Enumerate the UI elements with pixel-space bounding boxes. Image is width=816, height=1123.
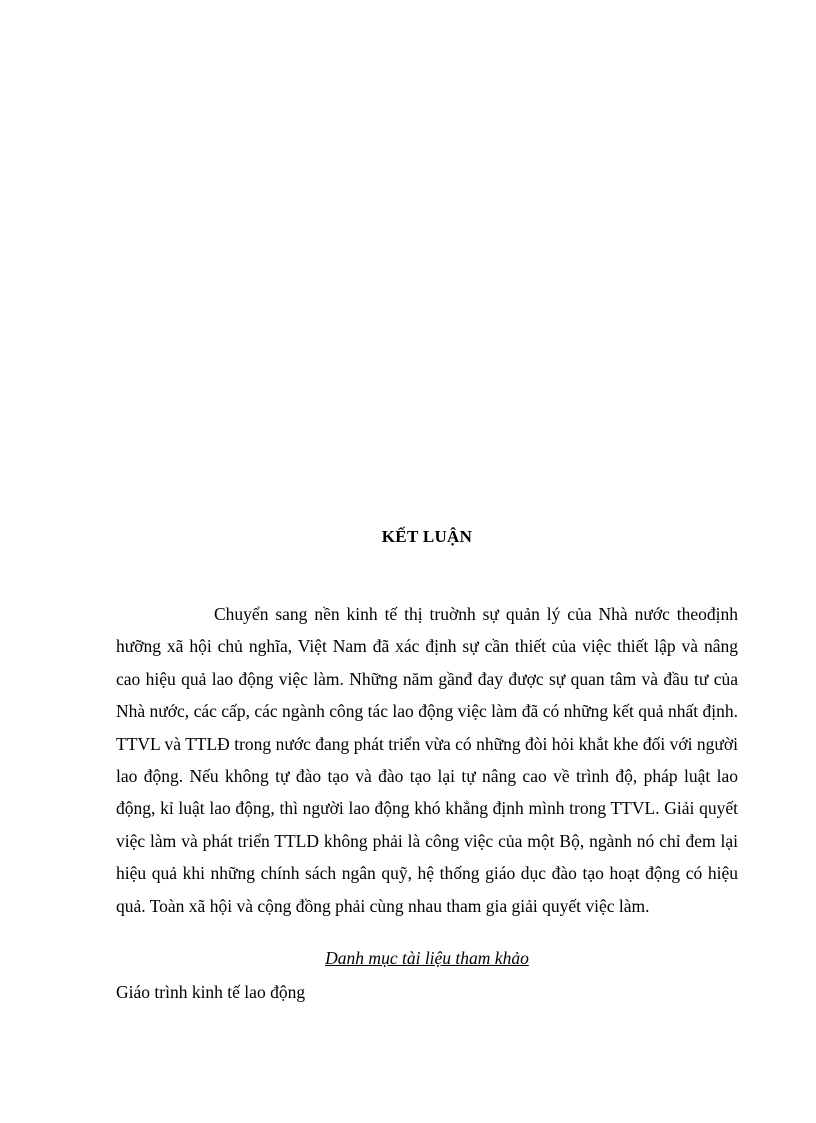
document-body bbox=[116, 523, 738, 1006]
reference-item: Giáo trình kinh tế lao động bbox=[116, 982, 306, 1003]
conclusion-heading: KẾT LUẬN bbox=[381, 527, 473, 546]
references-title: Danh mục tài liệu tham khảo bbox=[325, 948, 529, 969]
conclusion-paragraph: Chuyển sang nền kinh tế thị truờnh sự quản lý của Nhà nước theođịnh hưỡng xã hội chủ nghĩa, Việt Nam đã xác định sự cần thiết của việc thiết lập và nâng cao hiệu quả lao động việc làm. Những năm gầnđ đay được sự quan tâm và đầu tư của Nhà nước, các cấp, các ngành công tác lao động việc làm đã có những kết quả nhất định. TTVL và TTLĐ trong nước đang phát triển vừa có những đòi hỏi khắt khe đối với người lao động. Nếu không tự đào tạo và đào tạo lại tự nâng cao về trình độ, pháp luật lao động, kỉ luật lao động, thì người lao động khó khẳng định mình trong TTVL. Giải quyết việc làm và phát triển TTLD không phải là công việc của một Bộ, ngành nó chỉ đem lại hiệu quả khi những chính sách ngân quỹ, hệ thống giáo dục đào tạo hoạt động có hiệu quả. Toàn xã hội và cộng đồng phải cùng nhau tham gia giải quyết việc làm. bbox=[116, 604, 738, 916]
